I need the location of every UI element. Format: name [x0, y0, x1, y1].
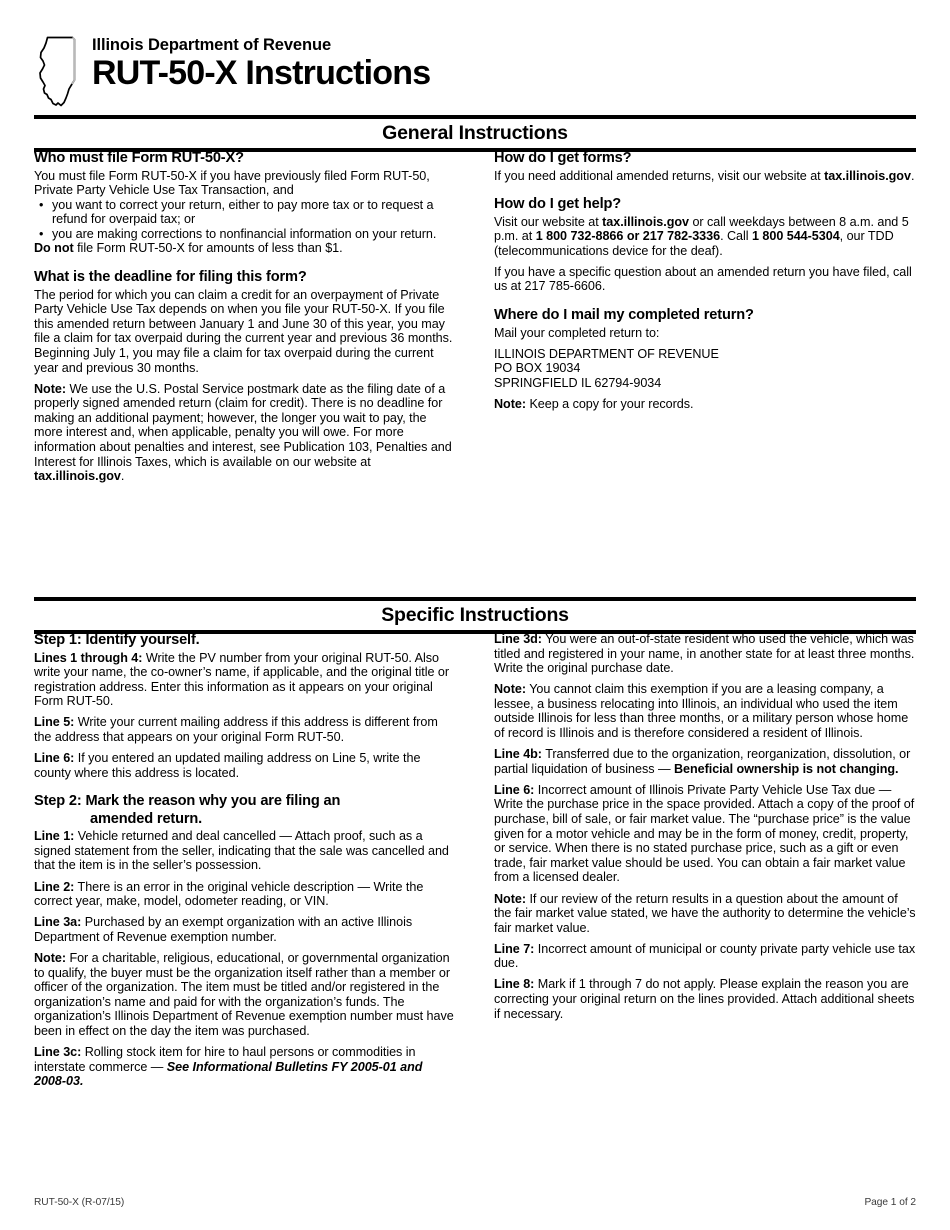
- general-instructions-columns: [34, 150, 916, 490]
- line-6-note: [494, 892, 916, 936]
- get-help-body: [494, 215, 916, 259]
- mailing-address-line-3: SPRINGFIELD IL 62794-9034: [494, 375, 662, 390]
- website-link: tax.illinois.gov: [34, 469, 121, 484]
- note-text: You cannot claim this exemption if you are a leasing company, a lessee, a business relocating into Illinois, an individual who used the item outside Illinois for less than three months, or a military person whose home of record is Illinois and is therefore considered a resident of Illinois.: [494, 682, 909, 741]
- line-6-text: Incorrect amount of Illinois Private Party Vehicle Use Tax due — Write the purchase price in the space provided. Attach a copy of the proof of purchase, bill of sale, or fair market value. The “purchase price” is the value given for a motor vehicle and may be in the form of money, credit, property, or service. When there is no stated purchase price, such as a gift or even trade, fair market value should be used. You can obtain a fair market value from a licensed dealer.: [494, 782, 915, 885]
- list-item: • you are making corrections to nonfinancial information on your return.: [34, 227, 456, 242]
- mailing-note: [494, 397, 916, 412]
- line-3c-bulletin-reference: See Informational Bulletins FY 2005-01 and 2008-03.: [34, 1059, 423, 1089]
- line-3c-label: Line 3c:: [34, 1044, 82, 1059]
- line-1-label: Line 1:: [34, 829, 75, 844]
- who-must-file-heading: Who must file Form RUT-50-X?: [34, 150, 244, 166]
- step-2-heading: [34, 793, 456, 828]
- deadline-heading: What is the deadline for filing this form?: [34, 269, 307, 286]
- lines-1-4-text: Write the PV number from your original RUT-50. Also write your name, the co-owner’s name, if applicable, and the original title or registration address. Enter this information as it appears on your original Form RUT-50.: [34, 650, 450, 709]
- illinois-state-outline-icon: [34, 36, 80, 108]
- mailing-intro: Mail your completed return to:: [494, 325, 660, 340]
- line-7-label: Line 7:: [494, 941, 535, 956]
- deadline-body: The period for which you can claim a credit for an overpayment of Private Party Vehicle Use Tax depends on when you file your RUT-50-X. If you file this amended return between January 1 and June 30 of this year, you may file a claim for tax overpaid during the current year and previous 36 months. Beginning July 1, you may file a claim for tax overpaid during the current year and previous 30 months.: [34, 287, 453, 375]
- lines-1-4-label: Lines 1 through 4:: [34, 650, 143, 665]
- line-4b-label: Line 4b:: [494, 747, 542, 762]
- agency-name: Illinois Department of Revenue: [92, 36, 332, 54]
- do-not-file-note: [34, 241, 456, 256]
- page-number: Page 1 of 2: [864, 1197, 916, 1208]
- who-must-file-bullets: [34, 198, 456, 242]
- line-6-text: If you entered an updated mailing address on Line 5, write the county where this address is located.: [34, 751, 421, 780]
- page-footer: [34, 1197, 916, 1208]
- deadline-note: [34, 382, 456, 484]
- note-text-part2: .: [120, 469, 125, 484]
- line-6: [34, 751, 456, 780]
- line-7: [494, 942, 916, 971]
- masthead: [34, 34, 916, 108]
- line-6-label: Line 6:: [494, 782, 535, 797]
- line-1-text: Vehicle returned and deal cancelled — Attach proof, such as a signed statement from the seller, indicating that the sale was cancelled and that the item is in the seller’s possession.: [34, 829, 449, 873]
- step-2-heading-line-2: amended return.: [90, 810, 203, 827]
- specific-instructions-columns: [34, 632, 916, 1095]
- lines-1-through-4: [34, 651, 456, 709]
- line-8-text: Mark if 1 through 7 do not apply. Please explain the reason you are correcting your original return on the lines provided. Attach additional sheets if necessary.: [494, 977, 915, 1021]
- line-4b-emphasis: Beneficial ownership is not changing.: [673, 761, 899, 776]
- line-3a-note: [34, 951, 456, 1039]
- help-phone-tdd: 1 800 544-5304: [751, 229, 840, 244]
- help-text-part2: or call weekdays between 8 a.m. and 5 p.m. at: [494, 214, 909, 244]
- line-3d: [494, 632, 916, 676]
- line-3a-label: Line 3a:: [34, 915, 82, 930]
- help-text-part4: , our TDD (telecommunications device for the deaf).: [494, 229, 894, 258]
- do-not-text: file Form RUT-50-X for amounts of less than $1.: [73, 241, 343, 256]
- line-3a: [34, 915, 456, 944]
- mailing-heading: Where do I mail my completed return?: [494, 307, 754, 324]
- note-label: Note:: [34, 381, 66, 396]
- note-label: Note:: [494, 891, 526, 906]
- line-3d-text: You were an out-of-state resident who used the vehicle, which was titled and registered in your name, in another state for at least three months. Write the original purchase date.: [494, 632, 915, 676]
- step-2-heading-line-1: Step 2: Mark the reason why you are filing an: [34, 793, 341, 810]
- mailing-address-line-2: PO BOX 19034: [494, 361, 581, 376]
- line-5-text: Write your current mailing address if this address is different from the address that appears on your original Form RUT-50.: [34, 715, 438, 744]
- line-3c-text: Rolling stock item for hire to haul persons or commodities in interstate commerce —: [34, 1044, 416, 1074]
- website-link: tax.illinois.gov: [824, 168, 911, 183]
- line-3d-note: [494, 682, 916, 740]
- get-forms-heading: How do I get forms?: [494, 150, 632, 166]
- specific-instructions-banner: [34, 597, 916, 634]
- line-1: [34, 829, 456, 873]
- line-7-text: Incorrect amount of municipal or county private party vehicle use tax due.: [494, 941, 916, 971]
- who-must-file-intro: You must file Form RUT-50-X if you have previously filed Form RUT-50, Private Party Vehicle Use Tax Transaction, and: [34, 168, 430, 198]
- line-6-right: [494, 783, 916, 885]
- line-5: [34, 715, 456, 744]
- line-4b-text: Transferred due to the organization, reorganization, dissolution, or partial liquidation of business —: [494, 747, 911, 776]
- general-left-column: [34, 150, 456, 490]
- note-label: Note:: [494, 396, 526, 411]
- general-instructions-label: General Instructions: [382, 122, 568, 144]
- help-phone-primary: 1 800 732-8866 or 217 782-3336: [535, 229, 721, 244]
- get-forms-text-part2: .: [910, 168, 915, 183]
- line-2-text: There is an error in the original vehicle description — Write the correct year, make, model, odometer reading, or VIN.: [34, 879, 424, 909]
- mailing-address-line-1: ILLINOIS DEPARTMENT OF REVENUE: [494, 346, 719, 361]
- note-text: Keep a copy for your records.: [525, 396, 694, 411]
- general-instructions-banner: [34, 115, 916, 152]
- get-forms-text-part1: If you need additional amended returns, visit our website at: [494, 168, 825, 183]
- line-8: [494, 977, 916, 1021]
- line-4b: [494, 747, 916, 776]
- line-2-label: Line 2:: [34, 879, 75, 894]
- general-right-column: [494, 150, 916, 490]
- get-help-heading: How do I get help?: [494, 196, 622, 213]
- step-1-heading: Step 1: Identify yourself.: [34, 632, 200, 648]
- line-3a-text: Purchased by an exempt organization with an active Illinois Department of Revenue exemption number.: [34, 915, 413, 944]
- note-text: For a charitable, religious, educational, or governmental organization to qualify, the buyer must be the organization itself rather than a member or officer of the organization. The item must be titled and/or registered in the organization’s name and paid for with the organization’s funds. The organization’s Illinois Department of Revenue exemption number must have been in effect on the day the item was purchased.: [34, 950, 454, 1038]
- form-revision-id: RUT-50-X (R-07/15): [34, 1197, 125, 1208]
- get-forms-body: [494, 169, 916, 184]
- line-8-label: Line 8:: [494, 977, 535, 992]
- specific-left-column: [34, 632, 456, 1095]
- note-label: Note:: [34, 950, 66, 965]
- line-6-label: Line 6:: [34, 751, 75, 766]
- line-3c: [34, 1045, 456, 1089]
- line-2: [34, 880, 456, 909]
- note-text: If our review of the return results in a question about the amount of the fair market value stated, we have the authority to determine the vehicle’s fair market value.: [494, 891, 916, 935]
- list-item: • you want to correct your return, either to pay more tax or to request a refund for overpaid tax; or: [34, 198, 456, 227]
- specific-instructions-label: Specific Instructions: [381, 604, 569, 626]
- page-title: RUT-50-X Instructions: [92, 54, 431, 93]
- line-5-label: Line 5:: [34, 715, 75, 730]
- note-label: Note:: [494, 682, 526, 697]
- line-3d-label: Line 3d:: [494, 632, 542, 646]
- help-text-part3: . Call: [720, 229, 752, 244]
- help-text-part1: Visit our website at: [494, 214, 603, 229]
- website-link: tax.illinois.gov: [602, 214, 689, 229]
- specific-right-column: [494, 632, 916, 1095]
- note-text-part1: We use the U.S. Postal Service postmark date as the filing date of a properly signed amended return (claim for credit). There is no deadline for making an additional payment; however, the longer you wait to pay, the more interest and, when applicable, penalty you will owe. For more information about penalties and interest, see Publication 103, Penalties and Interest for Illinois Taxes, which is available on our website at: [34, 381, 452, 469]
- do-not-label: Do not: [34, 241, 74, 256]
- help-specific-question: If you have a specific question about an amended return you have filed, call us at 217 785-6606.: [494, 264, 912, 294]
